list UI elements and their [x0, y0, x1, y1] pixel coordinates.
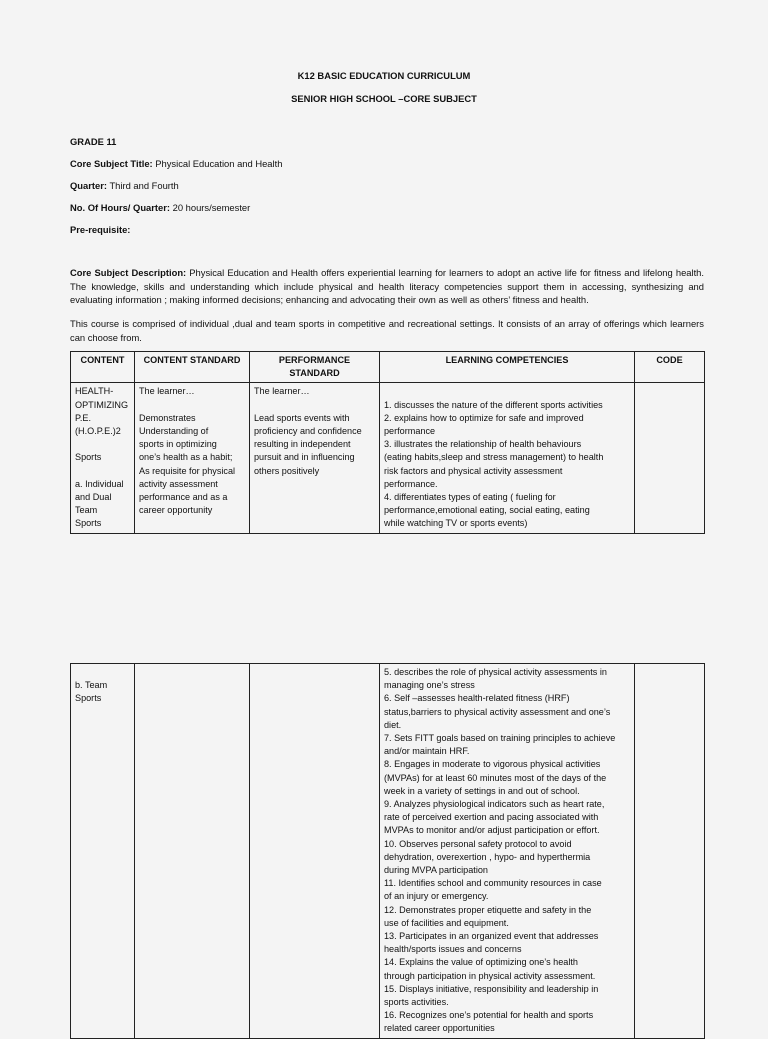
cell-text-line: 5. describes the role of physical activity assessments in [384, 667, 607, 677]
cell-text-line: use of facilities and equipment. [384, 917, 509, 928]
cell-text-line: 3. illustrates the relationship of health behaviours [384, 439, 582, 450]
cell-text-line: (H.O.P.E.)2 [75, 426, 121, 437]
cell-text-line: performance [384, 426, 436, 436]
subject-title-label: Core Subject Title: [70, 158, 153, 169]
subject-title-line [70, 158, 282, 169]
curriculum-table-1 [70, 351, 705, 534]
subject-title-value: Physical Education and Health [155, 158, 283, 169]
cell-text-line [254, 399, 375, 412]
cell-text-line: HEALTH- [75, 386, 114, 397]
cell-text-line: 6. Self –assesses health-related fitness (HRF) [384, 693, 570, 704]
cell-text-line: 15. Displays initiative, responsibility and leadership in [384, 983, 599, 994]
cell-text-line: 13. Participates in an organized event that addresses [384, 931, 599, 942]
prerequisite-label: Pre-requisite: [70, 224, 131, 235]
cell-text-line: dehydration, overexertion , hypo- and hyperthermia [384, 851, 591, 862]
description-label: Core Subject Description: [70, 267, 187, 278]
table-header-row [71, 352, 705, 383]
hours-value: 20 hours/semester [172, 202, 251, 213]
table-row [71, 383, 705, 533]
cell-text-line: managing one’s stress [384, 680, 475, 691]
cell-text-line: while watching TV or sports events) [384, 518, 528, 529]
cell-text-line: 7. Sets FITT goals based on training principles to achieve [384, 733, 616, 744]
cell-text-line: 14. Explains the value of optimizing one’s health [384, 957, 578, 968]
cell-text-line: 12. Demonstrates proper etiquette and safety in the [384, 904, 592, 915]
cell-text-line: Understanding of [139, 426, 209, 436]
description-text: Physical Education and Health offers experiential learning for learners to adopt an active life for fitness and lifelong health. The knowledge, skills and understanding which include physical and health literacy competencies support them in accessing, synthesizing and evaluating information ; making informed decisions; enhancing and advocating their own as well as others’ fitness and health. [70, 267, 704, 305]
subject-description [70, 266, 704, 307]
cell-text-line: P.E. [75, 412, 92, 423]
cell-text-line: Sports [75, 452, 102, 463]
content-cell [71, 383, 135, 533]
cell-text-line: 1. discusses the nature of the different sports activities [384, 399, 603, 410]
cell-text-line [384, 385, 630, 398]
quarter-value: Third and Fourth [109, 180, 179, 191]
cell-text-line: proficiency and confidence [254, 426, 362, 436]
cell-text-line [139, 399, 245, 412]
cell-text-line [75, 465, 130, 478]
cell-text-line: performance. [384, 478, 438, 489]
cell-text-line: Demonstrates [139, 412, 196, 423]
cell-text-line: 2. explains how to optimize for safe and improved [384, 412, 584, 423]
cell-text-line: status,barriers to physical activity assessment and one’s [384, 706, 611, 717]
header-code: CODE [635, 352, 705, 383]
curriculum-table-2 [70, 663, 705, 1039]
cell-text-line: 10. Observes personal safety protocol to avoid [384, 838, 572, 849]
cell-text-line: The learner… [139, 386, 195, 397]
hours-label: No. Of Hours/ Quarter: [70, 202, 171, 213]
cell-text-line: MVPAs to monitor and/or adjust participation or effort. [384, 825, 600, 836]
cell-text-line [75, 438, 130, 451]
content-standard-cell [135, 664, 250, 1039]
cell-text-line: 4. differentiates types of eating ( fueling for [384, 492, 556, 503]
header-performance-standard: PERFORMANCE STANDARD [250, 352, 380, 383]
cell-text-line: one’s health as a habit; [139, 452, 233, 463]
cell-text-line: (eating habits,sleep and stress management) to health [384, 452, 604, 463]
cell-text-line: risk factors and physical activity assessment [384, 465, 563, 476]
code-cell [635, 383, 705, 533]
competencies-cell [380, 664, 635, 1039]
cell-text-line: The learner… [254, 386, 310, 397]
cell-text-line: rate of perceived exertion and pacing associated with [384, 812, 599, 823]
quarter-label: Quarter: [70, 180, 107, 191]
table-row [71, 664, 705, 1039]
performance-standard-cell [250, 664, 380, 1039]
cell-text-line: activity assessment [139, 478, 218, 489]
cell-text-line: Team [75, 505, 98, 516]
cell-text-line: of an injury or emergency. [384, 891, 489, 902]
competencies-cell [380, 383, 635, 533]
cell-text-line: (MVPAs) for at least 60 minutes most of the days of the [384, 772, 607, 783]
cell-text-line: As requisite for physical [139, 465, 236, 476]
cell-text-line: OPTIMIZING [75, 399, 129, 410]
cell-text-line: health/sports issues and concerns [384, 944, 522, 955]
cell-text-line: week in a variety of settings in and out of school. [384, 785, 580, 796]
cell-text-line: diet. [384, 719, 402, 730]
cell-text-line: 9. Analyzes physiological indicators such as heart rate, [384, 799, 605, 810]
cell-text-line: 16. Recognizes one’s potential for health and sports [384, 1010, 594, 1021]
cell-text-line: through participation in physical activity assessment. [384, 970, 596, 981]
header-content: CONTENT [71, 352, 135, 383]
cell-text-line: during MVPA participation [384, 865, 488, 876]
course-description: This course is comprised of individual ,dual and team sports in competitive and recreational settings. It consists of an array of offerings which learners can choose from. [70, 318, 704, 343]
cell-text-line: a. Individual [75, 478, 124, 489]
cell-text-line [75, 666, 130, 679]
cell-text-line: Sports [75, 518, 102, 529]
cell-text-line: performance and as a [139, 492, 228, 503]
cell-text-line: and Dual [75, 492, 112, 502]
hours-line [70, 202, 250, 213]
performance-standard-cell [250, 383, 380, 533]
cell-text-line: sports in optimizing [139, 439, 217, 450]
cell-text-line: and/or maintain HRF. [384, 746, 470, 757]
quarter-line [70, 180, 179, 191]
cell-text-line: pursuit and in influencing [254, 452, 355, 463]
cell-text-line: 8. Engages in moderate to vigorous physical activities [384, 759, 601, 770]
doc-title: K12 BASIC EDUCATION CURRICULUM [297, 70, 471, 81]
cell-text-line: 11. Identifies school and community resources in case [384, 878, 602, 889]
content-cell [71, 664, 135, 1039]
cell-text-line: resulting in independent [254, 439, 351, 450]
cell-text-line: Lead sports events with [254, 412, 350, 423]
content-standard-cell [135, 383, 250, 533]
cell-text-line: b. Team [75, 680, 108, 691]
cell-text-line: performance,emotional eating, social eating, eating [384, 505, 590, 516]
grade-label: GRADE 11 [70, 136, 117, 147]
header-learning-competencies: LEARNING COMPETENCIES [380, 352, 635, 383]
doc-subtitle: SENIOR HIGH SCHOOL –CORE SUBJECT [291, 93, 477, 104]
cell-text-line: related career opportunities [384, 1023, 495, 1034]
cell-text-line: sports activities. [384, 997, 449, 1008]
cell-text-line: others positively [254, 465, 320, 476]
header-content-standard: CONTENT STANDARD [135, 352, 250, 383]
code-cell [635, 664, 705, 1039]
cell-text-line: career opportunity [139, 505, 213, 516]
cell-text-line: Sports [75, 693, 102, 704]
